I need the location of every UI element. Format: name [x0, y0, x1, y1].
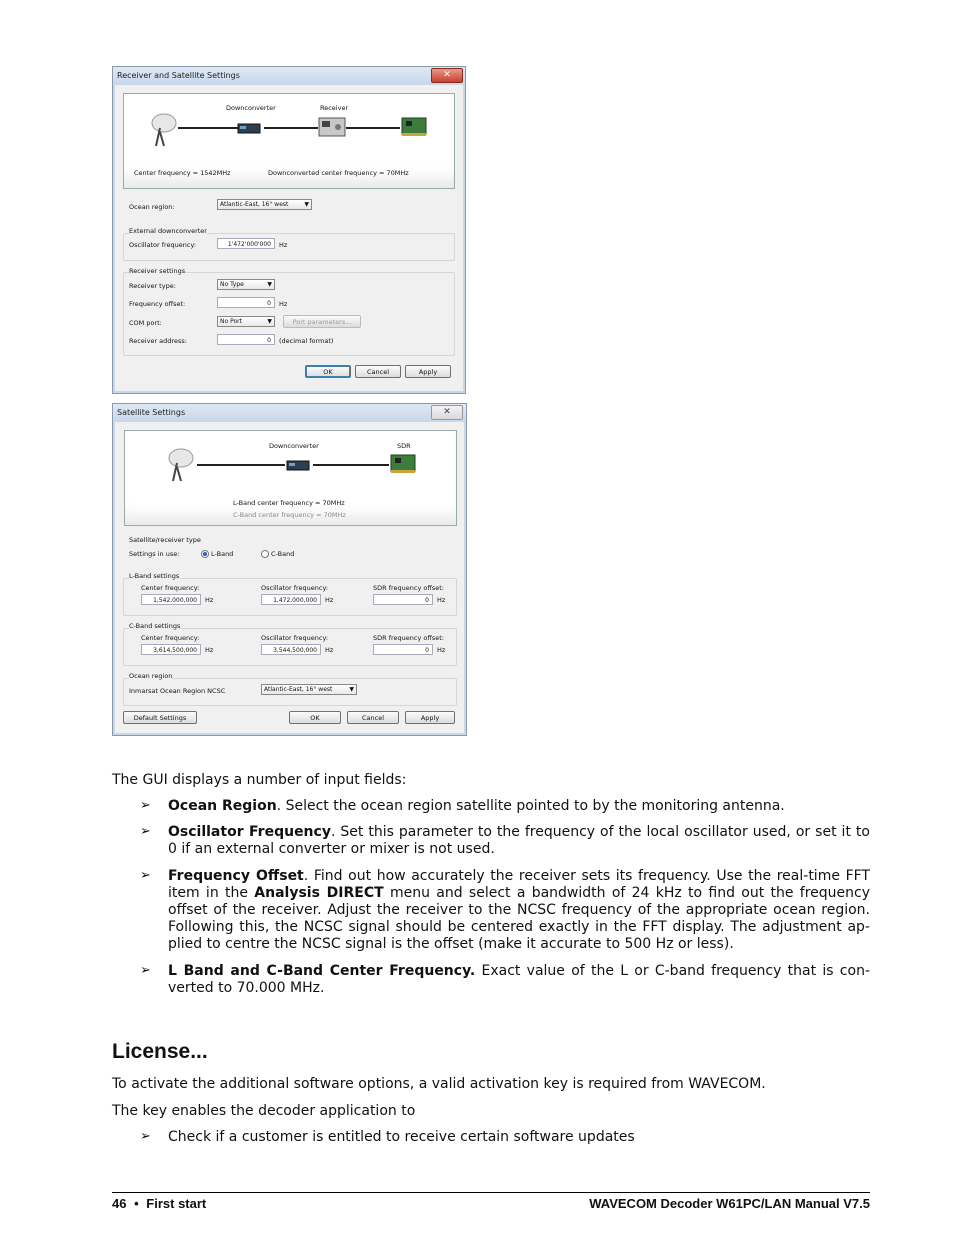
satellite-dish-icon: [163, 445, 197, 485]
close-button[interactable]: ✕: [431, 405, 463, 420]
license-paragraph-2: The key enables the decoder application to: [112, 1103, 416, 1119]
receiver-settings-title: Receiver settings: [129, 267, 186, 275]
hz-unit: Hz: [325, 646, 334, 654]
external-downconverter-title: External downconverter: [129, 227, 207, 235]
signal-line: [178, 127, 238, 129]
frequency-offset-label: Frequency offset:: [129, 300, 186, 308]
license-paragraph-1: To activate the additional software options, a valid activation key is required from WAVECOM.: [112, 1076, 766, 1092]
apply-button[interactable]: Apply: [405, 365, 451, 378]
com-port-select[interactable]: [217, 316, 275, 327]
satellite-settings-dialog: [112, 403, 467, 736]
center-frequency-label: Center frequency:: [141, 584, 200, 592]
description: . Select the ocean region satellite pointed to by the monitoring antenna.: [276, 798, 785, 814]
cband-radio-label: C-Band: [271, 550, 295, 558]
list-item-center-frequency: [168, 963, 870, 997]
bullet-arrow-icon: ➢: [140, 963, 151, 978]
description: . Set this parameter to the frequency of the local oscillator used, or set it to 0 if an external converter or mixer is not used.: [168, 824, 870, 857]
downconverter-label: Downconverter: [269, 442, 319, 450]
ncsc-label: Inmarsat Ocean Region NCSC: [129, 687, 226, 695]
oscillator-frequency-input[interactable]: 1'472'000'000: [217, 238, 275, 249]
lband-radio-label: L-Band: [211, 550, 234, 558]
term: L Band and C-Band Center Frequency.: [168, 963, 476, 979]
sdr-frequency-offset-label: SDR frequency offset:: [373, 584, 444, 592]
signal-chain-diagram: [124, 430, 457, 526]
sdr-card-icon: [389, 453, 417, 475]
receiver-icon: [318, 116, 346, 138]
downconverter-icon: [236, 120, 264, 136]
cband-radio[interactable]: [261, 550, 269, 558]
chevron-down-icon: ▼: [267, 318, 272, 325]
list-item-ocean-region: [168, 798, 870, 815]
lband-frequency-label: L-Band center frequency = 70MHz: [233, 499, 345, 507]
frequency-offset-unit: Hz: [279, 300, 288, 308]
hz-unit: Hz: [205, 596, 214, 604]
intro-paragraph: The GUI displays a number of input fields:: [112, 772, 407, 788]
bullet-arrow-icon: ➢: [140, 824, 151, 839]
com-port-label: COM port:: [129, 319, 162, 327]
hz-unit: Hz: [325, 596, 334, 604]
hz-unit: Hz: [437, 646, 446, 654]
frequency-offset-input[interactable]: 0: [217, 297, 275, 308]
decoder-card-icon: [400, 116, 428, 138]
center-frequency-label: Center frequency:: [141, 634, 200, 642]
hz-unit: Hz: [437, 596, 446, 604]
center-frequency-label: Center frequency = 1542MHz: [134, 169, 231, 177]
downconverter-icon: [285, 457, 313, 473]
chevron-down-icon: ▼: [304, 201, 309, 208]
ocean-region-select[interactable]: [217, 199, 312, 210]
chevron-down-icon: ▼: [349, 686, 354, 693]
port-parameters-button[interactable]: Port parameters...: [283, 315, 361, 328]
receiver-address-input[interactable]: 0: [217, 334, 275, 345]
receiver-label: Receiver: [320, 104, 349, 112]
lband-sdr-offset-input[interactable]: 0: [373, 594, 433, 605]
page-number: 46: [112, 1196, 127, 1211]
signal-chain-diagram: [123, 93, 455, 189]
signal-line: [346, 127, 400, 129]
description: menu and select a bandwidth of 24 kHz to find out the frequency offset of the receiver. Adjust the receiver to the NCSC frequency of the appropriate ocean region. Following this, the NCSC signal should be centered exactly in the FFT display. The adjustment ap-plied to centre the NCSC signal is the offset (make it accurate to 500 Hz or less).: [168, 885, 871, 952]
term: Ocean Region: [168, 798, 277, 814]
oscillator-frequency-unit: Hz: [279, 241, 288, 249]
receiver-address-label: Receiver address:: [129, 337, 187, 345]
section-name: First start: [146, 1196, 207, 1211]
signal-line: [197, 464, 285, 466]
term: Analysis DIRECT: [254, 885, 384, 901]
bullet-arrow-icon: ➢: [140, 1129, 151, 1144]
license-heading: License...: [112, 1040, 208, 1063]
bullet-arrow-icon: ➢: [140, 868, 151, 883]
signal-line: [313, 464, 389, 466]
receiver-type-select[interactable]: [217, 279, 275, 290]
sdr-label: SDR: [397, 442, 411, 450]
bullet-arrow-icon: ➢: [140, 798, 151, 813]
cband-oscillator-frequency-input[interactable]: 3,544,500,000: [261, 644, 321, 655]
default-settings-button[interactable]: Default Settings: [123, 711, 197, 724]
apply-button[interactable]: Apply: [405, 711, 455, 724]
ocean-region-label: Ocean region:: [129, 203, 175, 211]
signal-line: [264, 127, 318, 129]
cancel-button[interactable]: Cancel: [355, 365, 401, 378]
downconverted-frequency-label: Downconverted center frequency = 70MHz: [268, 169, 409, 177]
sdr-frequency-offset-label: SDR frequency offset:: [373, 634, 444, 642]
separator-dot: •: [134, 1196, 139, 1211]
list-item-oscillator-frequency: [168, 824, 870, 858]
description: . Find out how accurately the receiver sets its frequency. Use the real-time FFT item in the: [168, 868, 870, 901]
ocean-region-title: Ocean region: [129, 672, 173, 680]
cband-settings-title: C-Band settings: [129, 622, 181, 630]
ok-button[interactable]: OK: [289, 711, 341, 724]
chevron-down-icon: ▼: [267, 281, 272, 288]
com-port-value: No Port: [220, 318, 242, 325]
downconverter-label: Downconverter: [226, 104, 276, 112]
description: Exact value of the L or C-band frequency that is con-verted to 70.000 MHz.: [168, 963, 870, 996]
dialog-title: Satellite Settings: [117, 408, 186, 417]
list-item-license: Check if a customer is entitled to receive certain software updates: [168, 1129, 635, 1145]
oscillator-frequency-label: Oscillator frequency:: [261, 584, 329, 592]
ncsc-ocean-region-select[interactable]: [261, 684, 357, 695]
receiver-type-value: No Type: [220, 281, 244, 288]
footer-rule: [112, 1192, 870, 1193]
cancel-button[interactable]: Cancel: [347, 711, 399, 724]
satellite-dish-icon: [146, 110, 180, 150]
dialog-titlebar: [113, 404, 466, 422]
ok-button[interactable]: OK: [305, 365, 351, 378]
cband-frequency-label: C-Band center frequency = 70MHz: [233, 511, 346, 519]
dialog-title: Receiver and Satellite Settings: [117, 71, 240, 80]
cband-center-frequency-input[interactable]: 3,614,500,000: [141, 644, 201, 655]
satellite-receiver-type-title: Satellite/receiver type: [129, 536, 201, 544]
settings-in-use-label: Settings in use:: [129, 550, 180, 558]
lband-oscillator-frequency-input[interactable]: 1,472,000,000: [261, 594, 321, 605]
lband-radio[interactable]: [201, 550, 209, 558]
receiver-address-unit: (decimal format): [279, 337, 334, 345]
lband-settings-title: L-Band settings: [129, 572, 180, 580]
term: Oscillator Frequency: [168, 824, 331, 840]
lband-center-frequency-input[interactable]: 1,542,000,000: [141, 594, 201, 605]
list-item-frequency-offset: [168, 868, 870, 953]
term: Frequency Offset: [168, 868, 304, 884]
oscillator-frequency-label: Oscillator frequency:: [129, 241, 197, 249]
cband-sdr-offset-input[interactable]: 0: [373, 644, 433, 655]
receiver-satellite-settings-dialog: [112, 66, 466, 394]
ocean-region-value: Atlantic-East, 16° west: [220, 201, 289, 208]
close-button[interactable]: ✕: [431, 68, 463, 83]
manual-title: WAVECOM Decoder W61PC/LAN Manual V7.5: [589, 1196, 870, 1211]
ncsc-ocean-region-value: Atlantic-East, 16° west: [264, 686, 333, 693]
hz-unit: Hz: [205, 646, 214, 654]
receiver-type-label: Receiver type:: [129, 282, 176, 290]
oscillator-frequency-label: Oscillator frequency:: [261, 634, 329, 642]
footer-left: [112, 1196, 206, 1211]
dialog-titlebar: [113, 67, 465, 85]
